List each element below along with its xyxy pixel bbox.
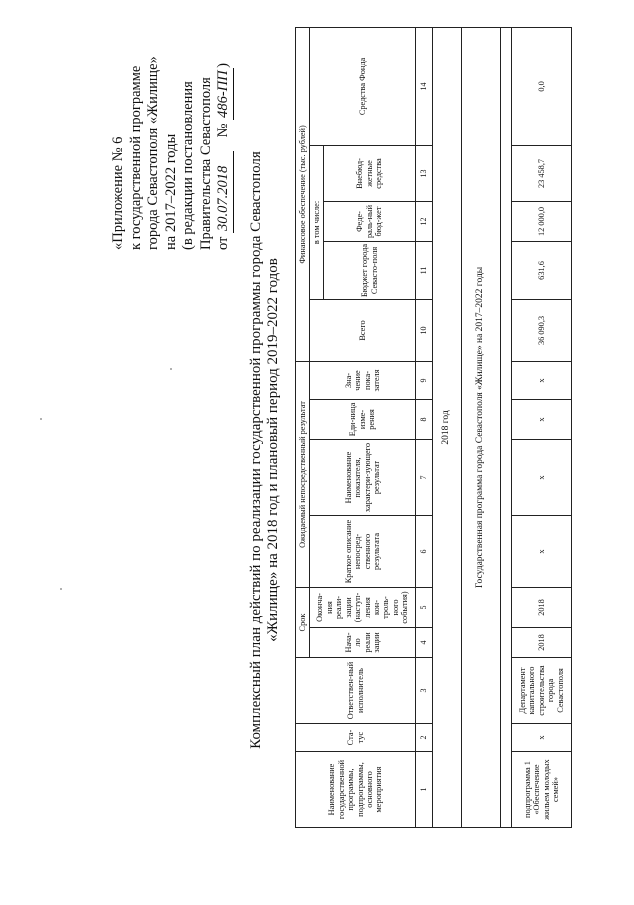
title-line: «Жилище» на 2018 год и плановый период 2019–2022 годов: [265, 258, 281, 642]
col-number: 11: [416, 241, 433, 299]
header-fund: Средства Фонда: [310, 27, 416, 145]
cell-name: подпрограмма 1 «Обеспечение жильем молодых семей»: [512, 752, 572, 828]
year-band: 2018 год: [433, 27, 462, 827]
cell-extrabudget: 23 458,7: [512, 145, 572, 201]
appendix-block: [110, 10, 234, 250]
spacer-row: [501, 27, 512, 827]
header-including: в том числе:: [310, 145, 324, 299]
title-line: Комплексный план действий по реализации государственной программы города Севастополя: [248, 151, 264, 749]
cell-description: х: [512, 516, 572, 588]
scan-speck: [60, 588, 62, 590]
cell-city-budget: 631,6: [512, 241, 572, 299]
cell-indicator: х: [512, 440, 572, 516]
col-number: 8: [416, 400, 433, 440]
header-description: Краткое описание непосред-ственного результата: [310, 516, 416, 588]
header-term: Срок: [296, 588, 310, 658]
col-number: 5: [416, 588, 433, 628]
col-number: 7: [416, 440, 433, 516]
header-end: Оконча-ния реали-зации (наступ-ления кон-троль-ного события): [310, 588, 416, 628]
table-row: [512, 27, 572, 827]
number-label: №: [215, 123, 231, 138]
appendix-line: «Приложение № 6: [110, 136, 126, 250]
cell-federal-budget: 12 000,0: [512, 201, 572, 241]
appendix-date-line: [215, 10, 234, 250]
plan-table: [295, 27, 572, 828]
cell-total: 36 090,3: [512, 299, 572, 361]
header-unit: Еди-ница изме-рения: [310, 400, 416, 440]
appendix-line: к государственной программе: [127, 65, 144, 250]
header-total: Всего: [310, 299, 416, 361]
header-extrabudget: Внебюд-жетные средства: [324, 145, 416, 201]
cell-value: х: [512, 361, 572, 399]
col-number: 12: [416, 201, 433, 241]
handwritten-date: 30.07.2018: [215, 151, 234, 233]
col-number: 3: [416, 658, 433, 724]
column-numbers-row: [416, 27, 433, 827]
closing-paren: ): [215, 63, 231, 68]
col-number: 4: [416, 628, 433, 658]
header-name: Наименование государственной программы, подпрограммы, основного мероприятия: [296, 752, 416, 828]
header-federal-budget: Феде-раль-ный бюд-жет: [324, 201, 416, 241]
appendix-line: на 2017–2022 годы: [162, 133, 179, 250]
header-indicator: Наименование показателя, характери-зующего результат: [310, 440, 416, 516]
appendix-line: (в редакции постановления: [180, 81, 196, 250]
program-band: Государственная программа города Севастополя «Жилище» на 2017–2022 годы: [462, 27, 501, 827]
document-title: [248, 50, 282, 850]
col-number: 2: [416, 724, 433, 752]
col-number: 13: [416, 145, 433, 201]
cell-start: 2018: [512, 628, 572, 658]
header-status: Ста-тус: [296, 724, 416, 752]
cell-end: 2018: [512, 588, 572, 628]
col-number: 1: [416, 752, 433, 828]
cell-fund: 0,0: [512, 27, 572, 145]
header-city-budget: Бюджет города Севасто-поля: [324, 241, 416, 299]
header-start: Нача-ло реали зации: [310, 628, 416, 658]
col-number: 6: [416, 516, 433, 588]
header-value: Зна-чение пока-зателя: [310, 361, 416, 399]
col-number: 9: [416, 361, 433, 399]
scan-speck: [40, 418, 42, 420]
header-responsible: Ответствен-ный исполнитель: [296, 658, 416, 724]
col-number: 10: [416, 299, 433, 361]
header-expected-result: Ожидаемый непосредственный результат: [296, 361, 310, 587]
cell-unit: х: [512, 400, 572, 440]
col-number: 14: [416, 27, 433, 145]
cell-responsible: Департамент капитального строительства города Севастополя: [512, 658, 572, 724]
handwritten-number: 486-ПП: [215, 68, 234, 120]
header-financing: Финансовое обеспечение (тыс. рублей): [296, 27, 310, 361]
appendix-line: Правительства Севастополя: [197, 77, 214, 250]
from-label: от: [215, 236, 231, 250]
scan-speck: [170, 368, 172, 370]
appendix-line: города Севастополя «Жилище»: [145, 56, 161, 250]
cell-status: х: [512, 724, 572, 752]
